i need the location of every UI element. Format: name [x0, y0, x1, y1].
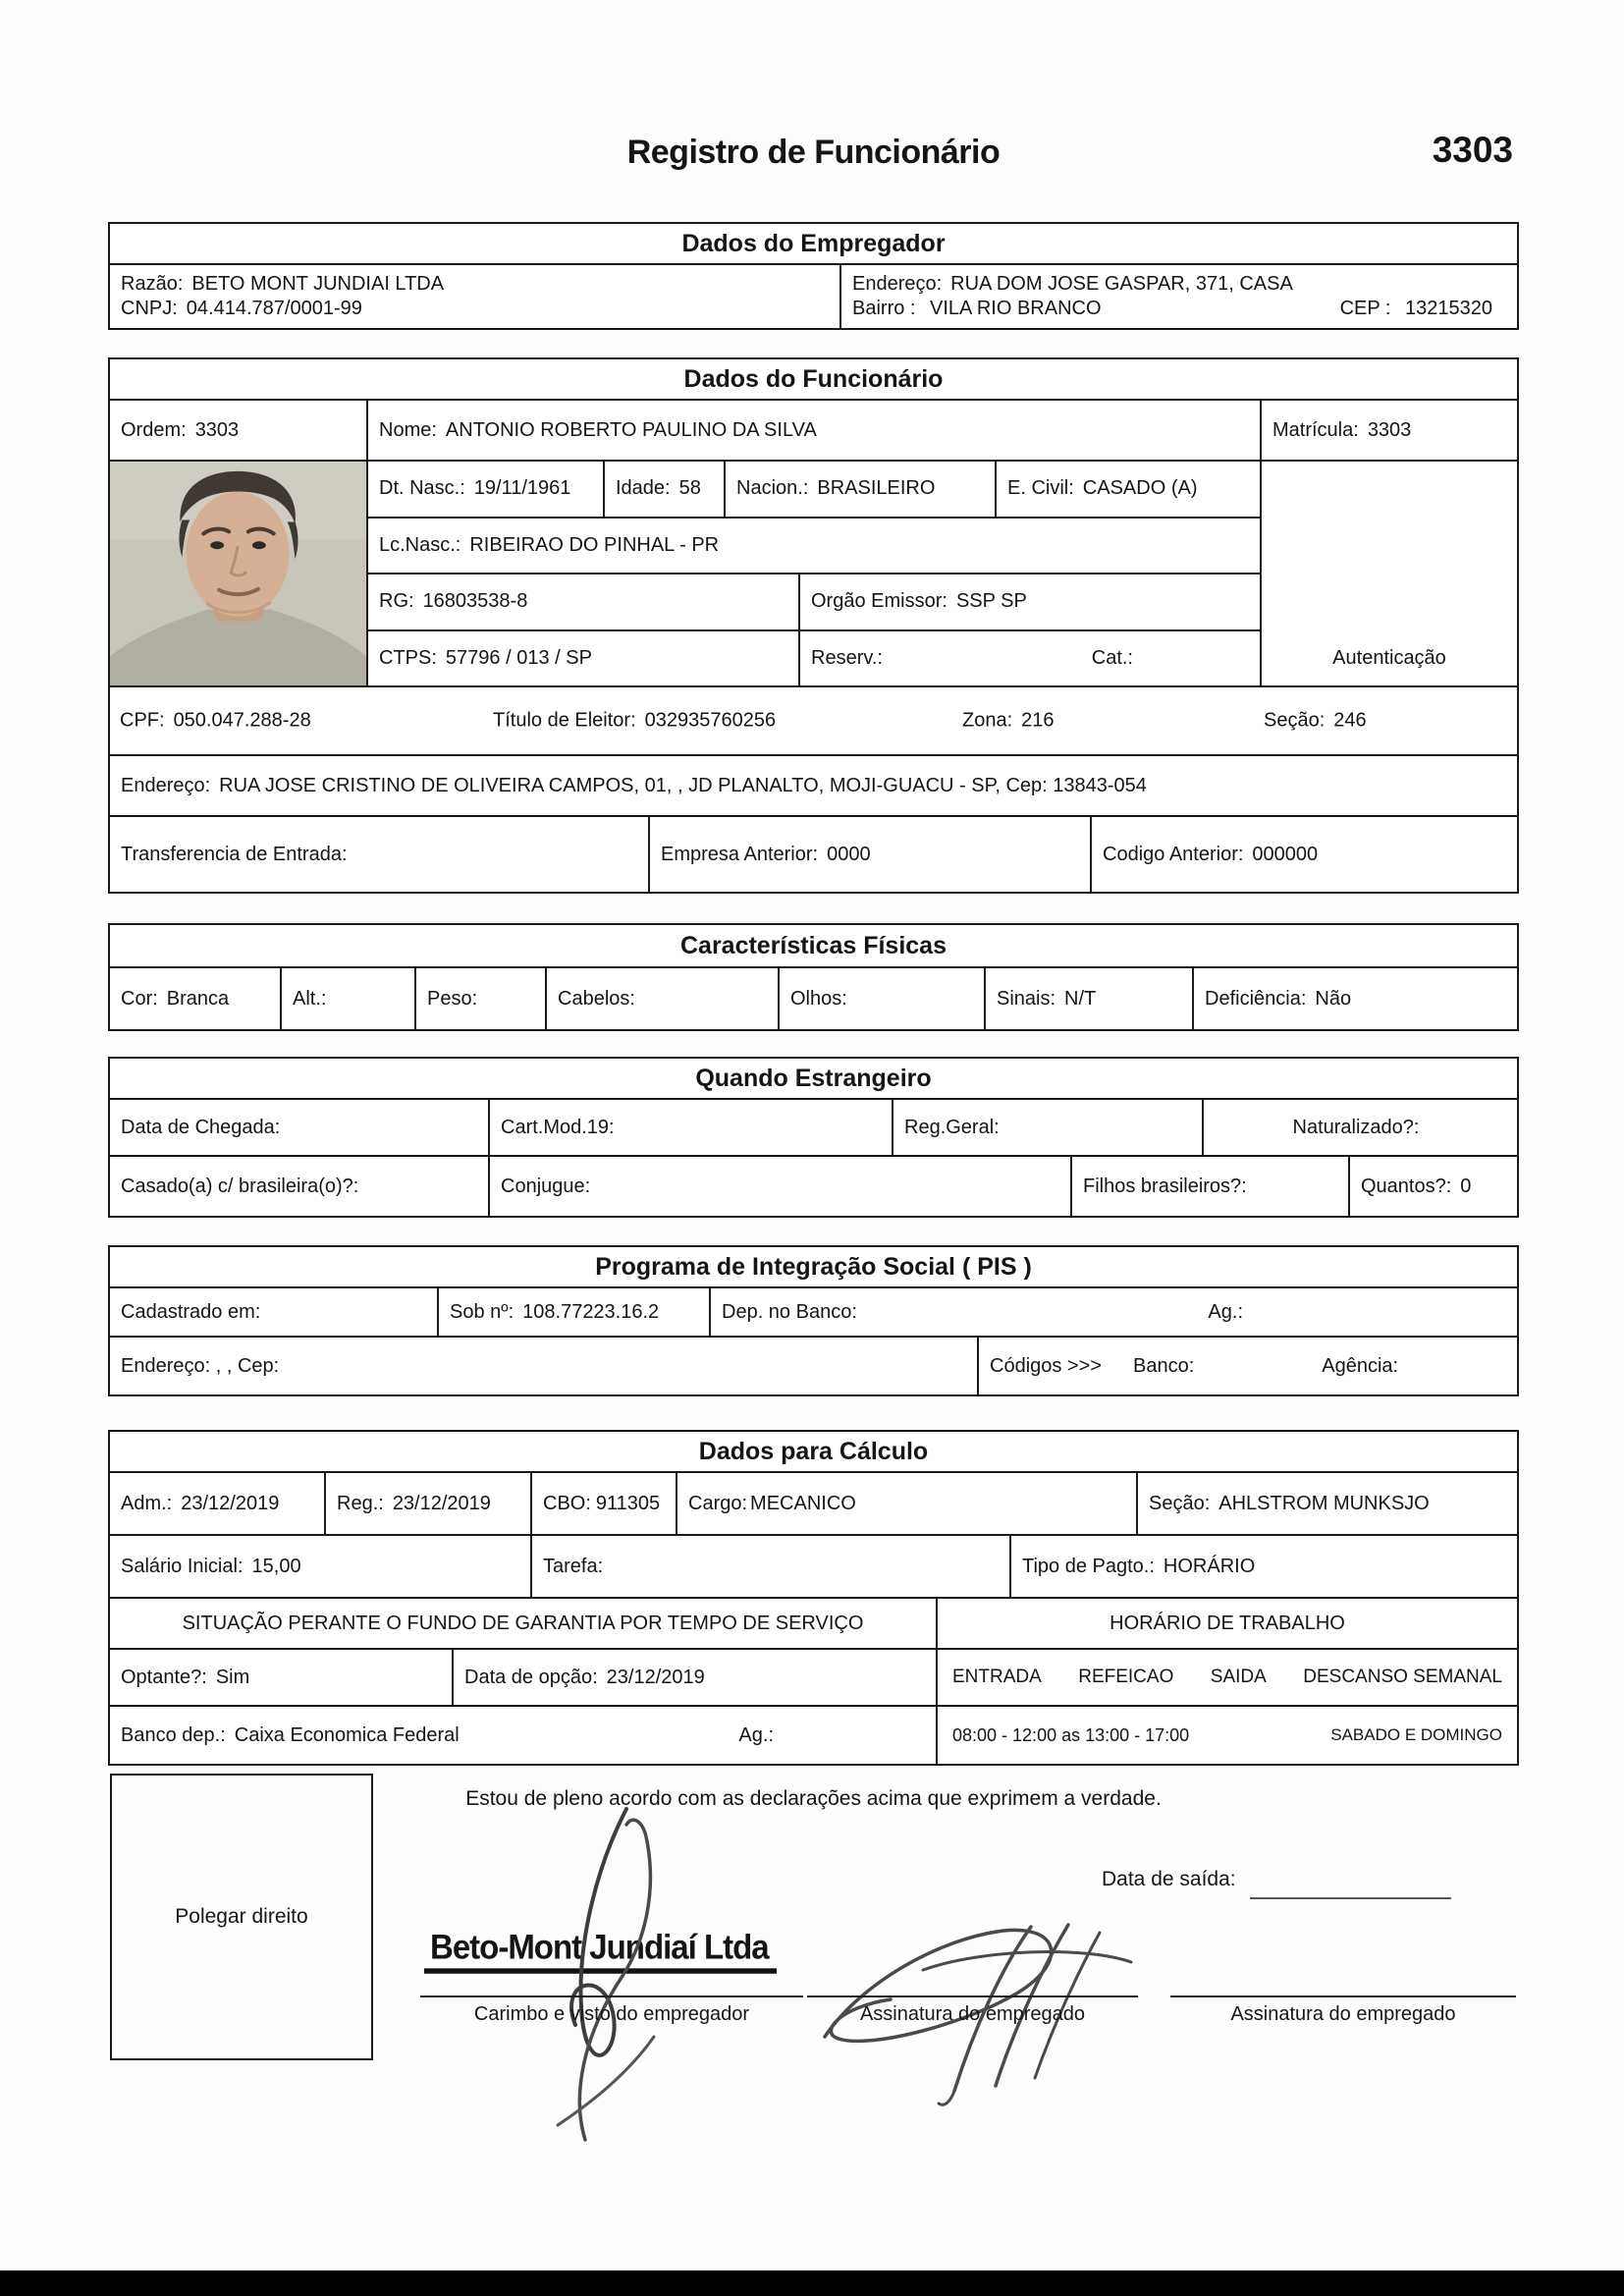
- field-optante: [110, 1650, 454, 1705]
- field-cabelos: [547, 968, 780, 1029]
- field-idade: [605, 462, 726, 517]
- e-civil-value: CASADO (A): [1082, 477, 1198, 500]
- codigo-anterior-label: Codigo Anterior:: [1103, 843, 1244, 865]
- bairro-label: Bairro :: [852, 298, 916, 320]
- field-codigo-anterior: [1092, 817, 1517, 892]
- cnpj-label: CNPJ:: [121, 298, 178, 320]
- employee-signature-line-1: [807, 1995, 1138, 1997]
- horario-col-refeicao: REFEICAO: [1078, 1667, 1174, 1687]
- section-estrangeiro: [108, 1057, 1519, 1218]
- lc-nasc-label: Lc.Nasc.:: [379, 533, 461, 556]
- banco-dep-pair: [121, 1724, 460, 1747]
- sinais-value: N/T: [1064, 987, 1097, 1010]
- rg-label: RG:: [379, 590, 414, 613]
- optante-row: [110, 1650, 938, 1705]
- section-dados-empregador: [108, 222, 1519, 330]
- razao-label: Razão:: [121, 272, 184, 295]
- zona-value: 216: [1021, 709, 1055, 732]
- field-reg: [326, 1473, 532, 1534]
- section-pis: [108, 1245, 1519, 1396]
- endereco-funcionario-value: RUA JOSE CRISTINO DE OLIVEIRA CAMPOS, 01, , JD PLANALTO, MOJI-GUACU - SP, Cep: 13843-054: [219, 774, 1147, 796]
- nacion-label: Nacion.:: [736, 477, 809, 500]
- field-zona: [962, 710, 1055, 733]
- horario-valor: 08:00 - 12:00 as 13:00 - 17:00: [952, 1724, 1190, 1745]
- field-conjugue: [490, 1157, 1072, 1216]
- field-orgao-emissor: [800, 574, 1260, 629]
- pis-ag-label: Ag.:: [1208, 1300, 1243, 1323]
- tarefa-label: Tarefa:: [543, 1555, 604, 1577]
- e-civil-label: E. Civil:: [1007, 477, 1074, 500]
- field-endereco-empregador: [852, 273, 1506, 296]
- naturalizado-label: Naturalizado?:: [1292, 1116, 1420, 1138]
- field-cep: [1340, 298, 1492, 320]
- horario-col-saida: SAIDA: [1210, 1667, 1267, 1687]
- dt-nasc-label: Dt. Nasc.:: [379, 477, 465, 500]
- field-secao-trabalho: [1138, 1473, 1517, 1534]
- section-title-funcionario: Dados do Funcionário: [110, 359, 1517, 401]
- field-e-civil: [997, 462, 1260, 517]
- field-dep-banco-ag: [711, 1288, 1517, 1336]
- field-quantos: [1350, 1157, 1517, 1216]
- deficiencia-label: Deficiência:: [1205, 987, 1307, 1010]
- horario-trabalho-title: HORÁRIO DE TRABALHO: [1110, 1612, 1345, 1634]
- cargo-value: MECANICO: [750, 1492, 856, 1514]
- field-banco-dep: [110, 1707, 938, 1764]
- razao-value: BETO MONT JUNDIAI LTDA: [191, 272, 445, 295]
- cep-label: CEP :: [1339, 298, 1391, 320]
- cart-mod-label: Cart.Mod.19:: [501, 1116, 615, 1138]
- cadastrado-em-label: Cadastrado em:: [121, 1300, 261, 1323]
- optante-value: Sim: [215, 1666, 250, 1688]
- carimbo-label: Carimbo e visto do empregador: [473, 2003, 750, 2025]
- field-matricula: [1262, 401, 1517, 460]
- idade-value: 58: [678, 477, 701, 500]
- cbo-value: 911305: [595, 1492, 661, 1514]
- funcionario-middle-grid: [368, 462, 1262, 685]
- field-data-saida: [1102, 1868, 1451, 1895]
- data-saida-label: Data de saída:: [1102, 1868, 1236, 1890]
- secao-value: 246: [1333, 709, 1367, 732]
- polegar-direito-box: [110, 1774, 373, 2060]
- field-cart-mod: [490, 1100, 893, 1155]
- field-sob-no: [439, 1288, 711, 1336]
- banco-dep-label: Banco dep.:: [121, 1723, 226, 1746]
- field-ctps: [368, 631, 800, 686]
- calculo-ag-label: Ag.:: [738, 1723, 774, 1746]
- filhos-brasileiros-label: Filhos brasileiros?:: [1083, 1175, 1247, 1197]
- descanso-valor: SABADO E DOMINGO: [1330, 1725, 1502, 1744]
- conjugue-label: Conjugue:: [501, 1175, 591, 1197]
- employer-signature-scribble: [528, 1801, 705, 2155]
- quantos-label: Quantos?:: [1361, 1175, 1452, 1197]
- employee-photo-graphic: [110, 462, 366, 685]
- field-naturalizado: [1204, 1100, 1517, 1155]
- field-bairro: [852, 298, 1102, 320]
- field-peso: [416, 968, 547, 1029]
- orgao-emissor-label: Orgão Emissor:: [811, 590, 947, 613]
- section-title-caracteristicas: Características Físicas: [110, 925, 1517, 968]
- field-endereco-funcionario: [110, 756, 1517, 815]
- olhos-label: Olhos:: [790, 987, 847, 1010]
- ordem-label: Ordem:: [121, 418, 187, 441]
- lc-nasc-value: RIBEIRAO DO PINHAL - PR: [469, 533, 720, 556]
- cabelos-label: Cabelos:: [558, 987, 635, 1010]
- salario-inicial-value: 15,00: [251, 1555, 301, 1577]
- idade-label: Idade:: [616, 477, 671, 500]
- section-title-empregador: Dados do Empregador: [110, 224, 1517, 265]
- data-opcao-value: 23/12/2019: [606, 1666, 705, 1688]
- codigos-label: Códigos >>>: [990, 1354, 1102, 1377]
- orgao-emissor-value: SSP SP: [955, 590, 1027, 613]
- field-nome: [368, 401, 1262, 460]
- field-ordem: [110, 401, 368, 460]
- data-chegada-label: Data de Chegada:: [121, 1116, 281, 1138]
- cep-value: 13215320: [1405, 298, 1492, 320]
- field-rg: [368, 574, 800, 629]
- field-cadastrado-em: [110, 1288, 439, 1336]
- fgts-title: SITUAÇÃO PERANTE O FUNDO DE GARANTIA POR TEMPO DE SERVIÇO: [110, 1599, 938, 1648]
- empregador-left-cell: [110, 265, 841, 328]
- tipo-pagto-label: Tipo de Pagto.:: [1022, 1555, 1155, 1577]
- cor-value: Branca: [166, 987, 230, 1010]
- horario-values: [938, 1707, 1517, 1764]
- reg-value: 23/12/2019: [392, 1492, 491, 1514]
- dt-nasc-value: 19/11/1961: [473, 477, 571, 500]
- field-cbo: [532, 1473, 677, 1534]
- data-saida-blank-line: [1250, 1872, 1451, 1899]
- field-deficiencia: [1194, 968, 1517, 1029]
- employer-stamp: Beto-Mont Jundiaí Ltda: [424, 1927, 777, 1974]
- titulo-eleitor-label: Título de Eleitor:: [493, 709, 636, 732]
- field-cnpj: [121, 298, 829, 320]
- field-tipo-pagto: [1011, 1536, 1517, 1597]
- bairro-value: VILA RIO BRANCO: [930, 298, 1102, 320]
- field-reg-geral: [893, 1100, 1204, 1155]
- ctps-value: 57796 / 013 / SP: [445, 646, 592, 669]
- section-title-pis: Programa de Integração Social ( PIS ): [110, 1247, 1517, 1288]
- empregador-right-cell: [841, 265, 1517, 328]
- field-bairro-cep: [852, 298, 1506, 320]
- field-olhos: [780, 968, 986, 1029]
- cbo-label: CBO:: [543, 1492, 591, 1514]
- employee-photo: [110, 462, 368, 685]
- salario-inicial-label: Salário Inicial:: [121, 1555, 244, 1577]
- cnpj-value: 04.414.787/0001-99: [186, 298, 362, 320]
- employer-stamp-line: [420, 1995, 803, 1997]
- nome-value: ANTONIO ROBERTO PAULINO DA SILVA: [445, 418, 817, 441]
- adm-label: Adm.:: [121, 1492, 173, 1514]
- secao-label: Seção:: [1264, 709, 1326, 732]
- peso-label: Peso:: [427, 987, 478, 1010]
- cat-label: Cat.:: [1091, 646, 1133, 669]
- document-number: 3303: [1432, 130, 1513, 170]
- field-data-opcao: [454, 1650, 936, 1705]
- sob-no-value: 108.77223.16.2: [522, 1300, 660, 1323]
- field-nacion: [726, 462, 997, 517]
- zona-label: Zona:: [962, 709, 1013, 732]
- field-cargo: [677, 1473, 1138, 1534]
- field-titulo-eleitor: [493, 710, 776, 733]
- secao-trabalho-label: Seção:: [1149, 1492, 1211, 1514]
- field-cor: [110, 968, 282, 1029]
- field-razao: [121, 273, 829, 296]
- data-opcao-label: Data de opção:: [464, 1666, 598, 1688]
- autenticacao-cell: Autenticação: [1332, 647, 1446, 669]
- employee-signature-line-2: [1170, 1995, 1516, 1997]
- document-header: [108, 0, 1519, 187]
- section-calculo: [108, 1430, 1519, 1766]
- endereco-funcionario-label: Endereço:: [121, 774, 211, 796]
- scan-bottom-bar: [0, 2270, 1624, 2296]
- optante-label: Optante?:: [121, 1666, 207, 1688]
- nacion-value: BRASILEIRO: [817, 477, 936, 500]
- footer-area: [108, 1774, 1519, 2296]
- field-pis-endereco: [110, 1338, 979, 1394]
- field-cpf: [120, 710, 311, 733]
- registro-form: [108, 0, 1519, 2296]
- matricula-value: 3303: [1367, 418, 1412, 441]
- field-reserv-cat: [800, 631, 1260, 686]
- cpf-label: CPF:: [120, 709, 165, 732]
- reg-geral-label: Reg.Geral:: [904, 1116, 1000, 1138]
- rg-value: 16803538-8: [422, 590, 528, 613]
- field-empresa-anterior: [650, 817, 1092, 892]
- banco-label: Banco:: [1132, 1354, 1195, 1377]
- empresa-anterior-label: Empresa Anterior:: [661, 843, 819, 865]
- page-title: Registro de Funcionário: [626, 134, 1001, 171]
- horario-col-descanso: DESCANSO SEMANAL: [1303, 1667, 1502, 1687]
- cargo-label: Cargo:: [688, 1492, 748, 1514]
- section-dados-funcionario: [108, 357, 1519, 894]
- banco-dep-value: Caixa Economica Federal: [234, 1723, 460, 1746]
- field-alt: [282, 968, 416, 1029]
- field-secao-eleitoral: [1264, 710, 1367, 733]
- section-caracteristicas: [108, 923, 1519, 1031]
- field-salario-inicial: [110, 1536, 532, 1597]
- cor-label: Cor:: [121, 987, 158, 1010]
- casado-brasileira-label: Casado(a) c/ brasileira(o)?:: [121, 1175, 359, 1197]
- codigo-anterior-value: 000000: [1252, 843, 1319, 865]
- field-casado-brasileira: [110, 1157, 490, 1216]
- endereco-value: RUA DOM JOSE GASPAR, 371, CASA: [950, 272, 1293, 295]
- nome-label: Nome:: [379, 418, 437, 441]
- alt-label: Alt.:: [293, 987, 327, 1010]
- ctps-label: CTPS:: [379, 646, 437, 669]
- sob-no-label: Sob nº:: [450, 1300, 514, 1323]
- titulo-eleitor-value: 032935760256: [644, 709, 777, 732]
- field-codigos-banco-agencia: [979, 1338, 1517, 1394]
- field-lc-nasc: [368, 519, 1260, 574]
- sinais-label: Sinais:: [997, 987, 1056, 1010]
- field-dt-nasc: [368, 462, 605, 517]
- row-cpf: [110, 687, 1517, 756]
- cpf-value: 050.047.288-28: [173, 709, 311, 732]
- quantos-value: 0: [1460, 1175, 1472, 1197]
- empresa-anterior-value: 0000: [827, 843, 871, 865]
- assinatura-label-1: Assinatura do empregado: [859, 2003, 1086, 2025]
- field-transferencia: [110, 817, 650, 892]
- field-sinais: [986, 968, 1194, 1029]
- agencia-label: Agência:: [1322, 1354, 1399, 1377]
- tipo-pagto-value: HORÁRIO: [1163, 1555, 1256, 1577]
- declaration-text: Estou de pleno acordo com as declarações acima que exprimem a verdade.: [465, 1787, 1162, 1810]
- assinatura-label-2: Assinatura do empregado: [1230, 2003, 1456, 2025]
- horario-column-headers: [938, 1650, 1517, 1705]
- reg-label: Reg.:: [337, 1492, 384, 1514]
- polegar-direito-label: Polegar direito: [175, 1905, 308, 1928]
- field-adm: [110, 1473, 326, 1534]
- field-tarefa: [532, 1536, 1011, 1597]
- section-title-estrangeiro: Quando Estrangeiro: [110, 1059, 1517, 1100]
- endereco-label: Endereço:: [852, 272, 943, 295]
- section-title-calculo: Dados para Cálculo: [110, 1432, 1517, 1473]
- pis-endereco-label: Endereço: , , Cep:: [121, 1354, 280, 1377]
- adm-value: 23/12/2019: [181, 1492, 280, 1514]
- transferencia-label: Transferencia de Entrada:: [121, 843, 348, 865]
- matricula-label: Matrícula:: [1272, 418, 1359, 441]
- field-filhos-brasileiros: [1072, 1157, 1350, 1216]
- dep-banco-label: Dep. no Banco:: [722, 1300, 857, 1323]
- ordem-value: 3303: [194, 418, 240, 441]
- reserv-label: Reserv.:: [811, 646, 883, 669]
- horario-col-entrada: ENTRADA: [952, 1667, 1042, 1687]
- field-data-chegada: [110, 1100, 490, 1155]
- secao-trabalho-value: AHLSTROM MUNKSJO: [1218, 1492, 1430, 1514]
- deficiencia-value: Não: [1315, 987, 1352, 1010]
